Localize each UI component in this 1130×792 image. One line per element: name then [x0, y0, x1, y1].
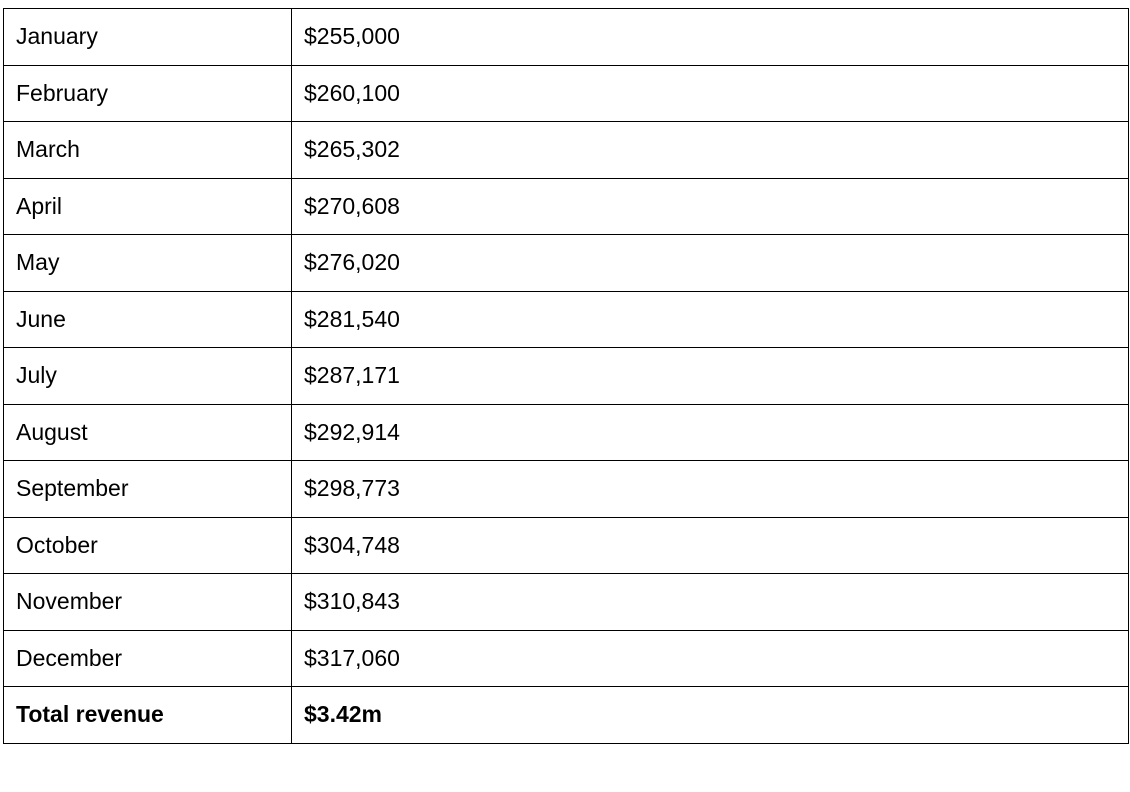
revenue-cell: $292,914 — [292, 404, 1129, 461]
revenue-table — [3, 8, 1129, 744]
table-row — [4, 291, 1129, 348]
table-row — [4, 122, 1129, 179]
month-cell: February — [4, 65, 292, 122]
table-row — [4, 235, 1129, 292]
revenue-cell: $298,773 — [292, 461, 1129, 518]
month-cell: December — [4, 630, 292, 687]
revenue-cell: $255,000 — [292, 9, 1129, 66]
table-row — [4, 517, 1129, 574]
month-cell: August — [4, 404, 292, 461]
revenue-cell: $281,540 — [292, 291, 1129, 348]
revenue-cell: $310,843 — [292, 574, 1129, 631]
total-label: Total revenue — [4, 687, 292, 744]
month-cell: September — [4, 461, 292, 518]
revenue-cell: $260,100 — [292, 65, 1129, 122]
table-row — [4, 461, 1129, 518]
revenue-cell: $265,302 — [292, 122, 1129, 179]
table-row — [4, 65, 1129, 122]
month-cell: July — [4, 348, 292, 405]
revenue-cell: $270,608 — [292, 178, 1129, 235]
month-cell: October — [4, 517, 292, 574]
table-row — [4, 348, 1129, 405]
table-row — [4, 9, 1129, 66]
month-cell: April — [4, 178, 292, 235]
revenue-cell: $317,060 — [292, 630, 1129, 687]
table-row — [4, 574, 1129, 631]
month-cell: January — [4, 9, 292, 66]
revenue-cell: $287,171 — [292, 348, 1129, 405]
month-cell: March — [4, 122, 292, 179]
total-row — [4, 687, 1129, 744]
table-row — [4, 630, 1129, 687]
month-cell: May — [4, 235, 292, 292]
revenue-table-body — [4, 9, 1129, 744]
total-value: $3.42m — [292, 687, 1129, 744]
month-cell: June — [4, 291, 292, 348]
revenue-cell: $304,748 — [292, 517, 1129, 574]
table-row — [4, 178, 1129, 235]
revenue-cell: $276,020 — [292, 235, 1129, 292]
month-cell: November — [4, 574, 292, 631]
table-row — [4, 404, 1129, 461]
